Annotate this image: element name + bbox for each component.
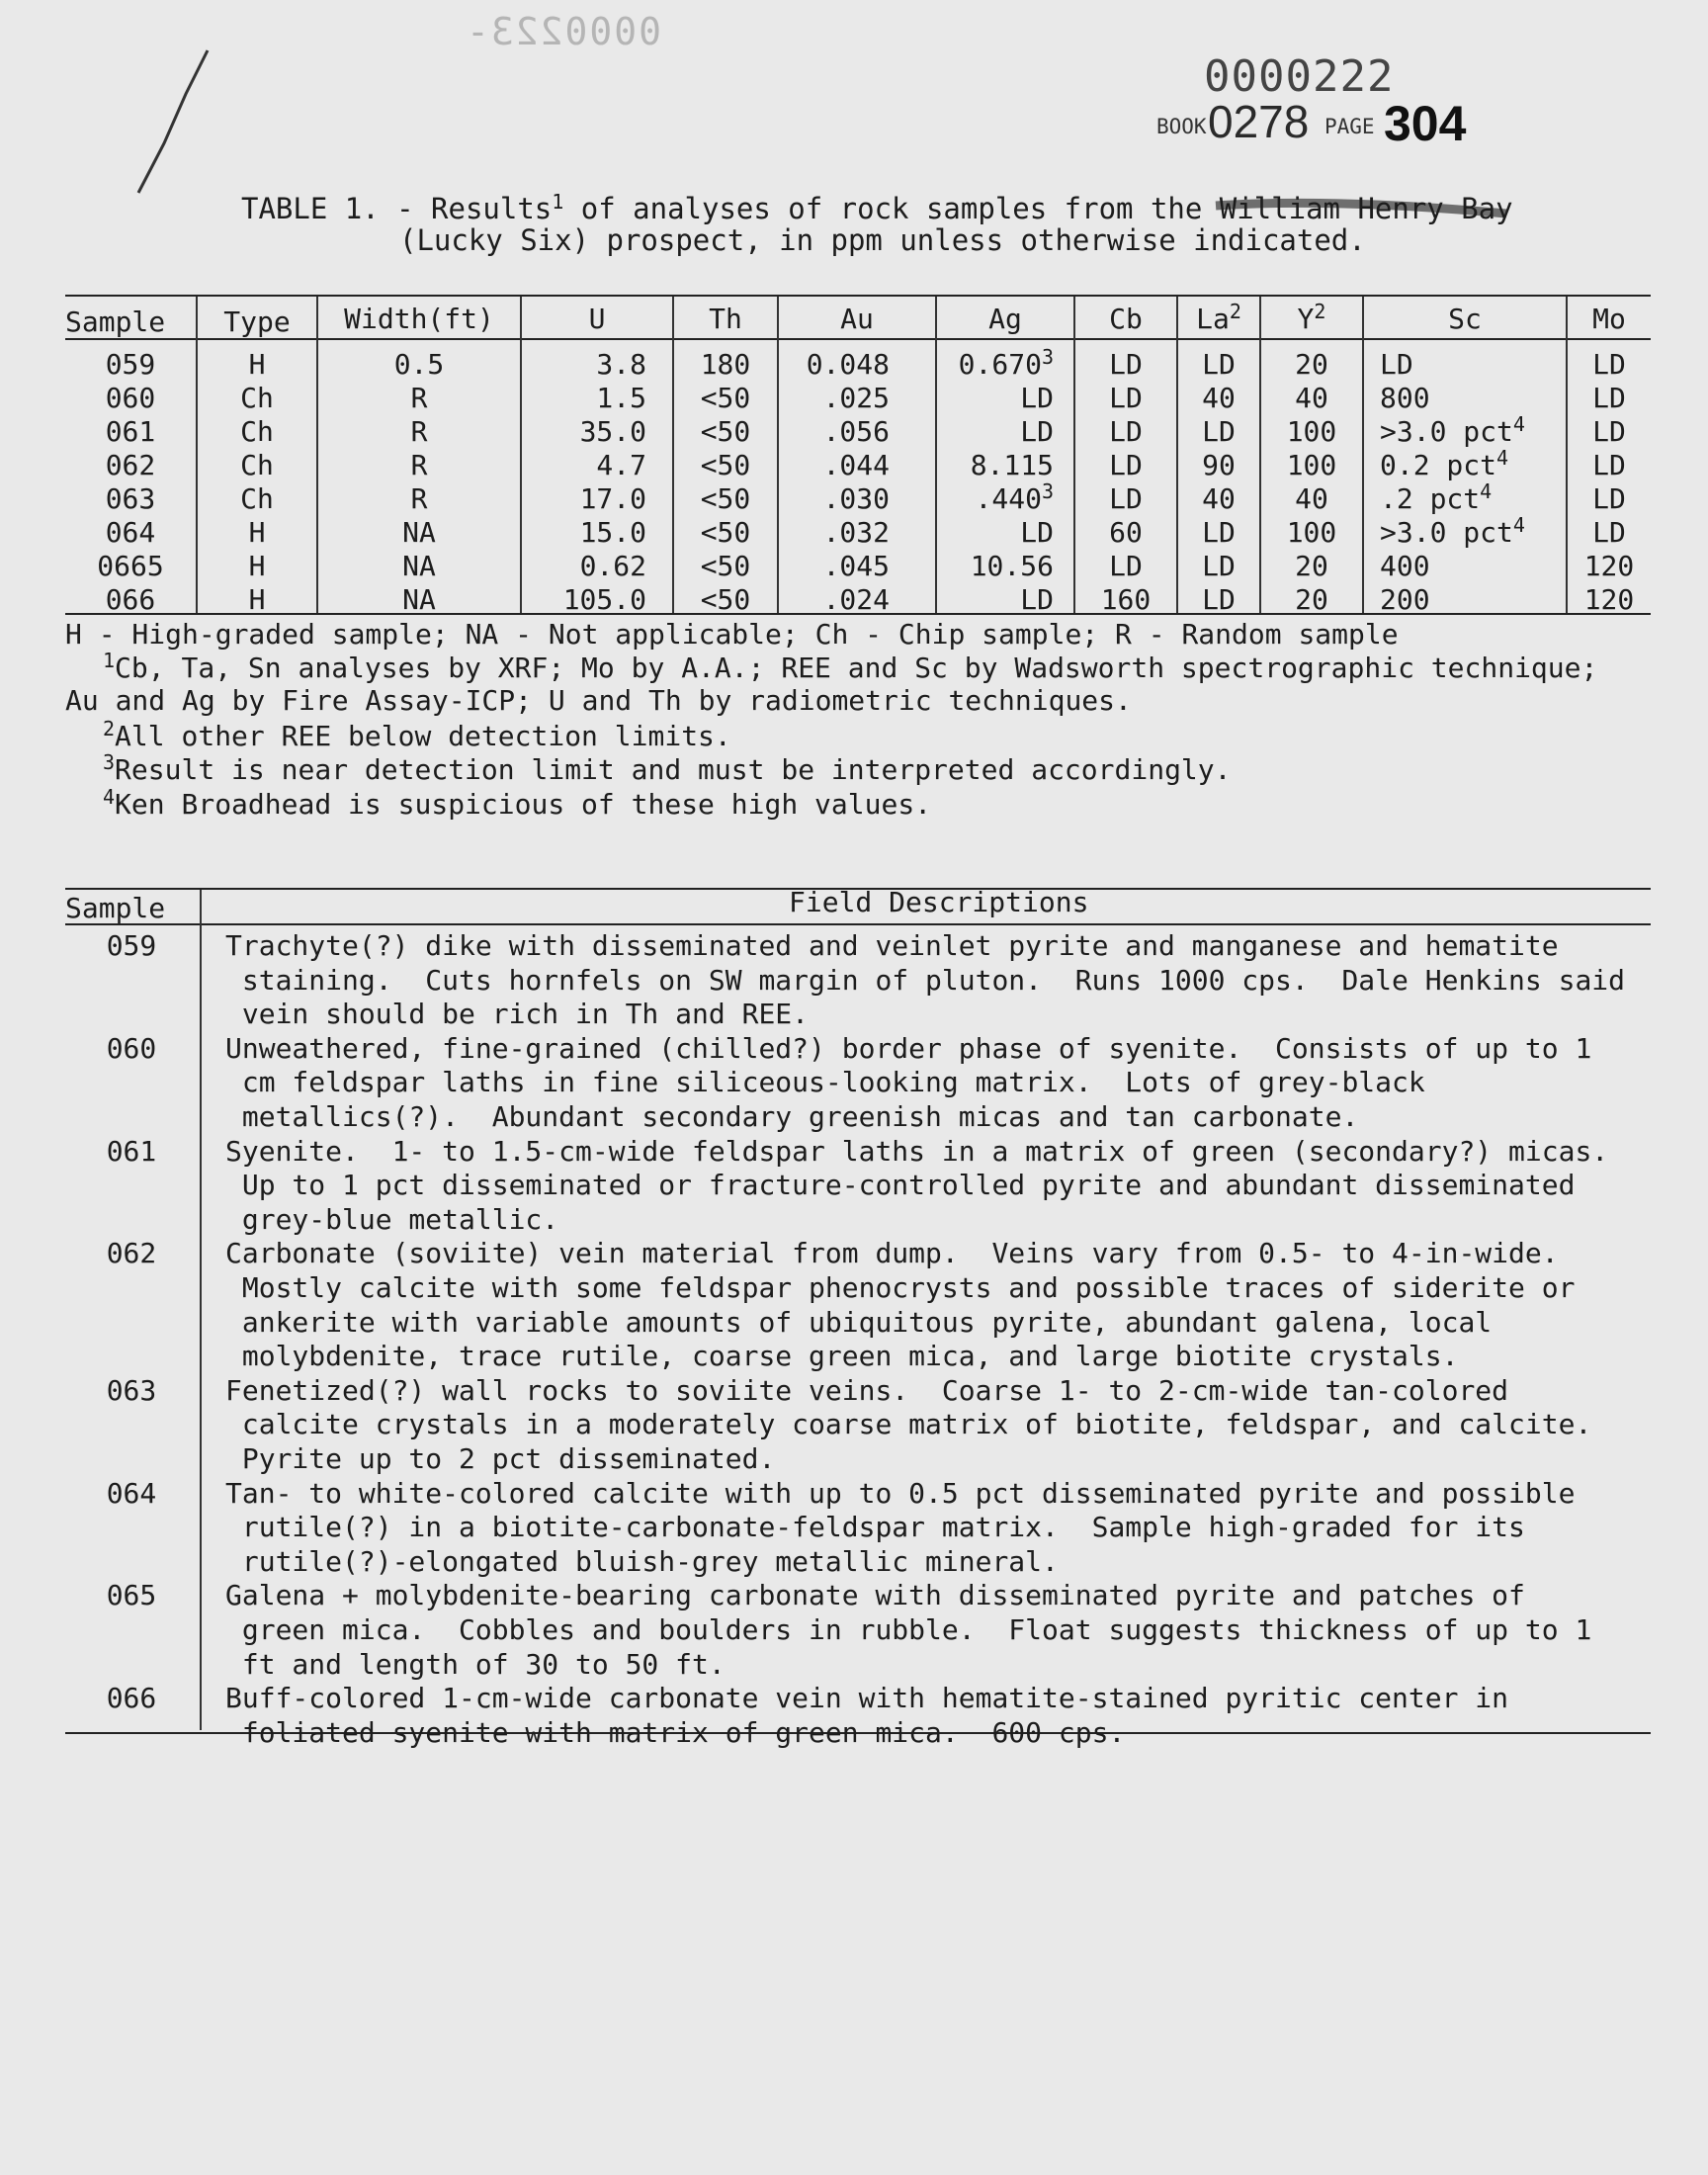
header-ag: Ag: [988, 303, 1022, 335]
cell-cb: LD: [1109, 482, 1143, 515]
cell-y: 20: [1295, 550, 1328, 582]
cell-au: .044: [822, 449, 890, 481]
cell-width: 0.5: [393, 348, 445, 381]
cell-au: .025: [822, 382, 890, 414]
cell-u: 0.62: [579, 550, 646, 582]
cell-ag: 8.115: [970, 449, 1054, 481]
cell-th: <50: [700, 482, 751, 515]
cell-ag: .440$^3$: [975, 479, 1054, 515]
cell-sc: 400: [1380, 550, 1430, 582]
field-entry-line: Syenite. 1- to 1.5-cm-wide feldspar laths in a matrix of green (secondary?) micas.: [225, 1134, 1609, 1168]
cell-la: LD: [1202, 550, 1236, 582]
footnote-4: $^4$Ken Broadhead is suspicious of these high values.: [103, 785, 932, 821]
field-entry-line: rutile(?) in a biotite-carbonate-feldspar matrix. Sample high-graded for its: [225, 1511, 1525, 1544]
cell-ag: LD: [1020, 583, 1054, 616]
book-number: 0278: [1208, 96, 1310, 147]
header-th: Th: [709, 303, 742, 335]
cell-mo: 120: [1583, 583, 1635, 616]
field-entry-line: calcite crystals in a moderately coarse matrix of biotite, feldspar, and calcite.: [225, 1408, 1592, 1441]
cell-sample: 061: [105, 415, 156, 448]
cell-sc: 0.2 pct$^4$: [1380, 446, 1509, 481]
field-entry-line: rutile(?)-elongated bluish-grey metallic mineral.: [225, 1544, 1059, 1578]
cell-sample: 063: [105, 482, 156, 515]
cell-mo: LD: [1592, 348, 1626, 381]
field-entry-line: cm feldspar laths in fine siliceous-looking matrix. Lots of grey-black: [225, 1066, 1425, 1099]
cell-mo: LD: [1592, 382, 1626, 414]
field-entry-line: Up to 1 pct disseminated or fracture-controlled pyrite and abundant disseminated: [225, 1169, 1576, 1202]
cell-type: Ch: [240, 482, 274, 515]
cell-au: 0.048: [806, 348, 890, 381]
cell-cb: 160: [1100, 583, 1152, 616]
field-entry-line: Carbonate (soviite) vein material from dump. Veins vary from 0.5- to 4-in-wide.: [225, 1237, 1559, 1270]
field-entry-sample: 060: [106, 1031, 157, 1065]
cell-sample: 059: [105, 348, 156, 381]
table-top-rule: [65, 295, 1651, 297]
cell-sc: >3.0 pct$^4$: [1380, 513, 1525, 549]
footnote-1-cont: Au and Ag by Fire Assay-ICP; U and Th by radiometric techniques.: [65, 684, 1132, 717]
cell-cb: LD: [1109, 382, 1143, 414]
header-sample: Sample: [65, 305, 166, 338]
cell-la: 40: [1202, 482, 1236, 515]
cell-u: 3.8: [596, 348, 646, 381]
cell-cb: LD: [1109, 415, 1143, 448]
cell-th: <50: [700, 415, 751, 448]
cell-sample: 062: [105, 449, 156, 481]
field-entry-line: Unweathered, fine-grained (chilled?) border phase of syenite. Consists of up to 1: [225, 1031, 1592, 1065]
header-cb: Cb: [1109, 303, 1143, 335]
document-number-stamp: 0000222: [1204, 51, 1395, 102]
field-entry-line: vein should be rich in Th and REE.: [225, 998, 810, 1031]
footnote-2: $^2$All other REE below detection limits.: [103, 717, 731, 752]
cell-type: H: [248, 583, 266, 616]
cell-th: <50: [700, 382, 751, 414]
field-entry-line: ft and length of 30 to 50 ft.: [225, 1647, 726, 1681]
field-entry-line: Buff-colored 1-cm-wide carbonate vein with hematite-stained pyritic center in: [225, 1682, 1509, 1715]
field-header-descriptions: Field Descriptions: [789, 886, 1089, 918]
cell-cb: LD: [1109, 550, 1143, 582]
field-entry-line: Mostly calcite with some feldspar phenocrysts and possible traces of siderite or: [225, 1271, 1576, 1304]
field-entry-line: molybdenite, trace rutile, coarse green mica, and large biotite crystals.: [225, 1340, 1459, 1373]
field-entry-sample: 062: [106, 1237, 157, 1270]
cell-width: NA: [402, 583, 436, 616]
header-la: La$^2$: [1196, 300, 1241, 335]
cell-width: R: [410, 415, 428, 448]
abbreviation-legend: H - High-graded sample; NA - Not applicable; Ch - Chip sample; R - Random sample: [65, 618, 1399, 651]
cell-u: 17.0: [579, 482, 646, 515]
cell-type: Ch: [240, 415, 274, 448]
cell-la: LD: [1202, 348, 1236, 381]
cell-width: R: [410, 382, 428, 414]
cell-ag: LD: [1020, 516, 1054, 549]
cell-la: LD: [1202, 583, 1236, 616]
cell-y: 40: [1295, 382, 1328, 414]
field-entry-line: staining. Cuts hornfels on SW margin of pluton. Runs 1000 cps. Dale Henkins said: [225, 963, 1626, 997]
field-entry-sample: 065: [106, 1579, 157, 1612]
field-entry-sample: 066: [106, 1682, 157, 1715]
field-entry-line: Pyrite up to 2 pct disseminated.: [225, 1442, 776, 1475]
header-u: U: [588, 303, 606, 335]
pen-stroke-mark: [128, 44, 217, 203]
table-title-line1: TABLE 1. - Results$^1$ of analyses of rock samples from the William Henry Bay: [241, 190, 1513, 225]
cell-th: <50: [700, 583, 751, 616]
cell-sample: 064: [105, 516, 156, 549]
cell-mo: LD: [1592, 482, 1626, 515]
cell-la: 90: [1202, 449, 1236, 481]
table-title-line2: (Lucky Six) prospect, in ppm unless otherwise indicated.: [399, 223, 1366, 257]
mirrored-stamp-number: 0000223-: [465, 10, 662, 53]
field-header-sample: Sample: [65, 892, 166, 924]
cell-y: 20: [1295, 348, 1328, 381]
cell-mo: LD: [1592, 415, 1626, 448]
field-entry-sample: 063: [106, 1373, 157, 1407]
cell-sc: 800: [1380, 382, 1430, 414]
cell-type: H: [248, 348, 266, 381]
header-y: $Y^2$: [1297, 300, 1326, 335]
cell-sc: .2 pct$^4$: [1380, 479, 1493, 515]
cell-th: 180: [700, 348, 751, 381]
cell-mo: LD: [1592, 449, 1626, 481]
cell-au: .032: [822, 516, 890, 549]
cell-u: 35.0: [579, 415, 646, 448]
cell-type: H: [248, 516, 266, 549]
cell-th: <50: [700, 550, 751, 582]
cell-width: NA: [402, 516, 436, 549]
cell-y: 20: [1295, 583, 1328, 616]
cell-au: .056: [822, 415, 890, 448]
cell-ag: 0.670$^3$: [958, 345, 1054, 381]
cell-type: H: [248, 550, 266, 582]
cell-u: 15.0: [579, 516, 646, 549]
header-au: Au: [840, 303, 874, 335]
field-entry-line: ankerite with variable amounts of ubiquitous pyrite, abundant galena, local: [225, 1305, 1493, 1339]
cell-au: .030: [822, 482, 890, 515]
page-label: PAGE: [1324, 115, 1375, 138]
cell-mo: LD: [1592, 516, 1626, 549]
cell-type: Ch: [240, 449, 274, 481]
cell-mo: 120: [1583, 550, 1635, 582]
page-number: 304: [1384, 96, 1467, 151]
header-width: Width(ft): [344, 303, 494, 335]
cell-ag: 10.56: [970, 550, 1054, 582]
cell-y: 40: [1295, 482, 1328, 515]
header-mo: Mo: [1592, 303, 1626, 335]
cell-au: .024: [822, 583, 890, 616]
cell-ag: LD: [1020, 415, 1054, 448]
field-entry-line: metallics(?). Abundant secondary greenish micas and tan carbonate.: [225, 1100, 1359, 1133]
cell-u: 1.5: [596, 382, 646, 414]
field-entry-line: grey-blue metallic.: [225, 1202, 559, 1236]
cell-la: LD: [1202, 516, 1236, 549]
cell-width: R: [410, 449, 428, 481]
footnote-1: $^1$Cb, Ta, Sn analyses by XRF; Mo by A.A.; REE and Sc by Wadsworth spectrographic technique;: [103, 649, 1598, 684]
cell-ag: LD: [1020, 382, 1054, 414]
cell-sc: 200: [1380, 583, 1430, 616]
header-sc: Sc: [1448, 303, 1482, 335]
book-label: BOOK: [1156, 115, 1207, 138]
cell-cb: LD: [1109, 348, 1143, 381]
field-entry-sample: 059: [106, 929, 157, 962]
field-entry-sample: 061: [106, 1134, 157, 1168]
field-entry-line: Galena + molybdenite-bearing carbonate with disseminated pyrite and patches of: [225, 1579, 1525, 1612]
cell-y: 100: [1286, 516, 1337, 549]
cell-th: <50: [700, 449, 751, 481]
cell-la: 40: [1202, 382, 1236, 414]
cell-th: <50: [700, 516, 751, 549]
cell-u: 105.0: [562, 583, 646, 616]
field-entry-line: green mica. Cobbles and boulders in rubble. Float suggests thickness of up to 1: [225, 1613, 1592, 1646]
field-entry-line: Fenetized(?) wall rocks to soviite veins. Coarse 1- to 2-cm-wide tan-colored: [225, 1373, 1509, 1407]
cell-sample: 0665: [97, 550, 164, 582]
cell-sc: LD: [1380, 348, 1413, 381]
cell-type: Ch: [240, 382, 274, 414]
field-entry-line: foliated syenite with matrix of green mica. 600 cps.: [225, 1715, 1126, 1749]
cell-cb: LD: [1109, 449, 1143, 481]
cell-width: R: [410, 482, 428, 515]
header-type: Type: [223, 305, 291, 338]
cell-la: LD: [1202, 415, 1236, 448]
cell-u: 4.7: [596, 449, 646, 481]
cell-width: NA: [402, 550, 436, 582]
footnote-3: $^3$Result is near detection limit and must be interpreted accordingly.: [103, 750, 1232, 786]
cell-y: 100: [1286, 415, 1337, 448]
field-entry-line: Tan- to white-colored calcite with up to 0.5 pct disseminated pyrite and possible: [225, 1476, 1576, 1510]
cell-sc: >3.0 pct$^4$: [1380, 412, 1525, 448]
cell-cb: 60: [1109, 516, 1143, 549]
field-entry-sample: 064: [106, 1476, 157, 1510]
cell-sample: 066: [105, 583, 156, 616]
field-entry-line: Trachyte(?) dike with disseminated and veinlet pyrite and manganese and hematite: [225, 929, 1559, 962]
cell-au: .045: [822, 550, 890, 582]
cell-sample: 060: [105, 382, 156, 414]
cell-y: 100: [1286, 449, 1337, 481]
